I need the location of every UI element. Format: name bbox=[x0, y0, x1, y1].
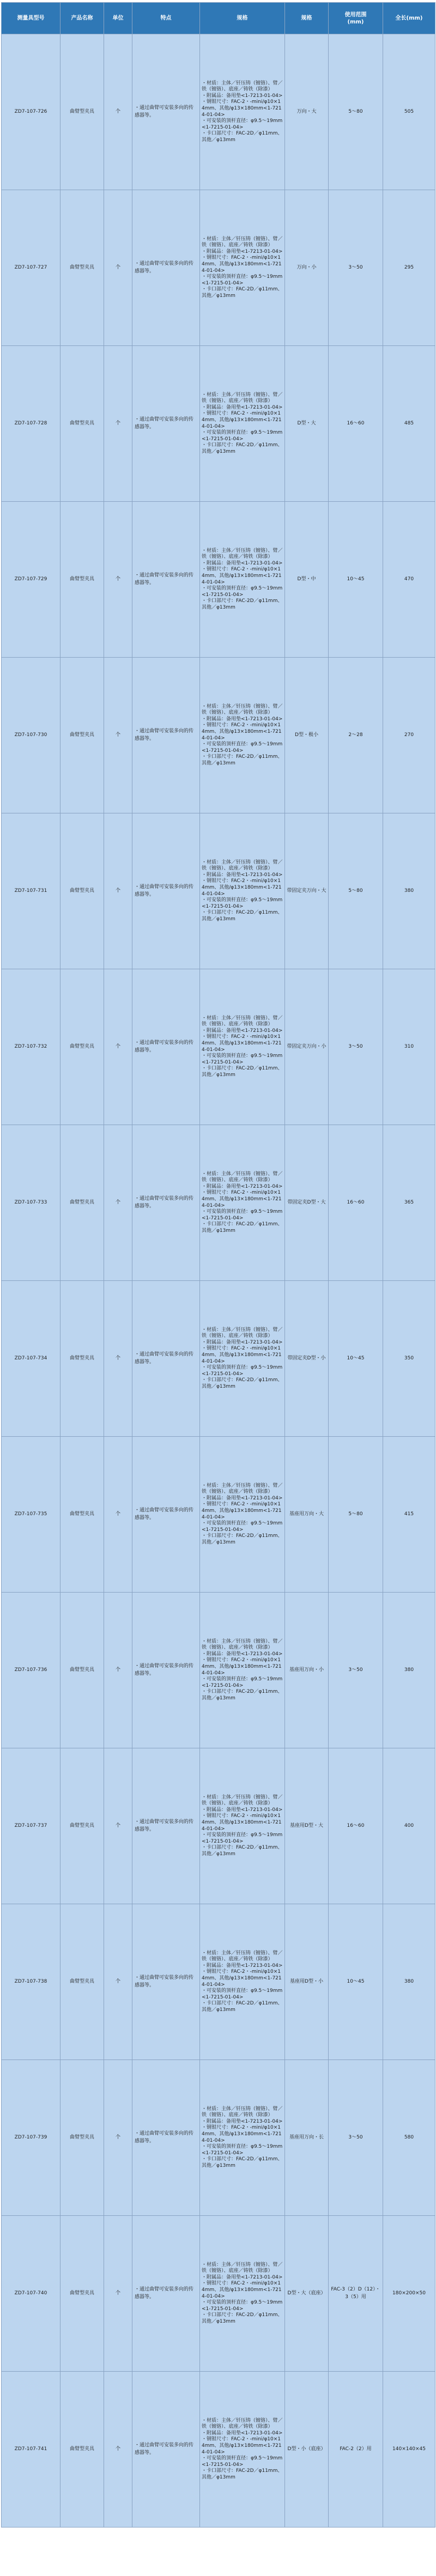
cell-range: 5～80 bbox=[329, 1437, 383, 1593]
cell-feature: ・通过曲臂可安装多向的传感器等。 bbox=[132, 969, 200, 1125]
cell-product-name: 曲臂型夹具 bbox=[60, 34, 104, 190]
cell-product-name: 曲臂型夹具 bbox=[60, 1281, 104, 1437]
cell-range: 16～60 bbox=[329, 1748, 383, 1904]
cell-range: 3～50 bbox=[329, 2060, 383, 2216]
cell-feature: ・通过曲臂可安装多向的传感器等。 bbox=[132, 1281, 200, 1437]
spec-line: ・材质：主体／钎压铸（镀铬）、臂／铁（镀铬）、底座／铸铁（除漆） bbox=[202, 548, 283, 560]
cell-length: 310 bbox=[383, 969, 435, 1125]
cell-model: ZD7-107-734 bbox=[2, 1281, 60, 1437]
cell-feature: ・通过曲臂可安装多向的传感器等。 bbox=[132, 813, 200, 969]
cell-spec bbox=[200, 346, 285, 502]
spec-line: ・钢钳尺寸：FAC-2・-mini/φ10×14mm、其他/φ13×180mm<1-7214-01-04> bbox=[202, 1346, 282, 1364]
cell-unit: 个 bbox=[104, 2372, 132, 2528]
cell-unit: 个 bbox=[104, 1748, 132, 1904]
spec-line: ・可安装的顶杆直径：φ9.5～19mm<1-7215-01-04> bbox=[202, 1521, 283, 1533]
cell-model: ZD7-107-727 bbox=[2, 190, 60, 346]
spec-line: ・卡口部尺寸：FAC-2D／φ11mm、其他／φ13mm bbox=[202, 1845, 283, 1857]
spec-line: ・钢钳尺寸：FAC-2・-mini/φ10×14mm、其他/φ13×180mm<1-7214-01-04> bbox=[202, 2281, 282, 2299]
spec-line: ・可安装的顶杆直径：φ9.5～19mm<1-7215-01-04> bbox=[202, 2144, 283, 2156]
cell-product-name: 曲臂型夹具 bbox=[60, 1437, 104, 1593]
spec-line: ・附属品：备用垫<1-7213-01-04> bbox=[202, 716, 283, 722]
cell-length: 505 bbox=[383, 34, 435, 190]
cell-range: 3～50 bbox=[329, 190, 383, 346]
spec-line: ・材质：主体／钎压铸（镀铬）、臂／铁（镀铬）、底座／铸铁（除漆） bbox=[202, 2262, 283, 2274]
table-row bbox=[2, 34, 435, 190]
spec-line: ・钢钳尺寸：FAC-2・-mini/φ10×14mm、其他/φ13×180mm<1-7214-01-04> bbox=[202, 1502, 282, 1520]
cell-model: ZD7-107-729 bbox=[2, 502, 60, 658]
cell-model: ZD7-107-737 bbox=[2, 1748, 60, 1904]
spec-line: ・附属品：备用垫<1-7213-01-04> bbox=[202, 2118, 283, 2124]
cell-feature: ・通过曲臂可安装多向的传感器等。 bbox=[132, 658, 200, 813]
spec-line: ・钢钳尺寸：FAC-2・-mini/φ10×14mm、其他/φ13×180mm<1-7214-01-04> bbox=[202, 722, 282, 741]
spec-line: ・卡口部尺寸：FAC-2D／φ11mm、其他／φ13mm bbox=[202, 2156, 283, 2168]
spec-line: ・材质：主体／钎压铸（镀铬）、臂／铁（镀铬）、底座／铸铁（除漆） bbox=[202, 1950, 283, 1963]
cell-feature: ・通过曲臂可安装多向的传感器等。 bbox=[132, 2372, 200, 2528]
cell-type: 基座用D型・小 bbox=[285, 1904, 329, 2060]
table-row bbox=[2, 1281, 435, 1437]
spec-line: ・钢钳尺寸：FAC-2・-mini/φ10×14mm、其他/φ13×180mm<1-7214-01-04> bbox=[202, 878, 282, 897]
cell-feature: ・通过曲臂可安装多向的传感器等。 bbox=[132, 2216, 200, 2372]
cell-range: 16～60 bbox=[329, 346, 383, 502]
cell-range: FAC-2（2）用 bbox=[329, 2372, 383, 2528]
spec-line: ・材质：主体／钎压铸（镀铬）、臂／铁（镀铬）、底座／铸铁（除漆） bbox=[202, 80, 283, 93]
cell-feature: ・通过曲臂可安装多向的传感器等。 bbox=[132, 1437, 200, 1593]
cell-length: 470 bbox=[383, 502, 435, 658]
cell-unit: 个 bbox=[104, 2060, 132, 2216]
cell-product-name: 曲臂型夹具 bbox=[60, 1748, 104, 1904]
cell-type: 带固定夹D型・大 bbox=[285, 1125, 329, 1281]
spec-line: ・材质：主体／钎压铸（镀铬）、臂／铁（镀铬）、底座／铸铁（除漆） bbox=[202, 703, 283, 716]
cell-type: D型・中 bbox=[285, 502, 329, 658]
cell-length: 380 bbox=[383, 813, 435, 969]
spec-line: ・材质：主体／钎压铸（镀铬）、臂／铁（镀铬）、底座／铸铁（除漆） bbox=[202, 1483, 283, 1495]
cell-spec bbox=[200, 658, 285, 813]
cell-unit: 个 bbox=[104, 1904, 132, 2060]
cell-feature: ・通过曲臂可安装多向的传感器等。 bbox=[132, 2060, 200, 2216]
cell-model: ZD7-107-738 bbox=[2, 1904, 60, 2060]
cell-type: 基座用万向・小 bbox=[285, 1593, 329, 1748]
cell-range: 10～45 bbox=[329, 1904, 383, 2060]
cell-length: 485 bbox=[383, 346, 435, 502]
spec-line: ・卡口部尺寸：FAC-2D／φ11mm、其他／φ13mm bbox=[202, 598, 283, 610]
spec-line: ・附属品：备用垫<1-7213-01-04> bbox=[202, 248, 283, 254]
cell-length: 140×140×45 bbox=[383, 2372, 435, 2528]
cell-product-name: 曲臂型夹具 bbox=[60, 1904, 104, 2060]
cell-product-name: 曲臂型夹具 bbox=[60, 190, 104, 346]
cell-product-name: 曲臂型夹具 bbox=[60, 502, 104, 658]
spec-line: ・卡口部尺寸：FAC-2D／φ11mm、其他／φ13mm bbox=[202, 442, 283, 454]
cell-spec bbox=[200, 2216, 285, 2372]
cell-feature: ・通过曲臂可安装多向的传感器等。 bbox=[132, 1593, 200, 1748]
spec-line: ・钢钳尺寸：FAC-2・-mini/φ10×14mm、其他/φ13×180mm<1-7214-01-04> bbox=[202, 255, 282, 274]
cell-length: 380 bbox=[383, 1593, 435, 1748]
spec-line: ・卡口部尺寸：FAC-2D／φ11mm、其他／φ13mm bbox=[202, 131, 283, 143]
cell-range: 3～50 bbox=[329, 1593, 383, 1748]
cell-spec bbox=[200, 34, 285, 190]
spec-line: ・钢钳尺寸：FAC-2・-mini/φ10×14mm、其他/φ13×180mm<1-7214-01-04> bbox=[202, 1034, 282, 1053]
spec-line: ・附属品：备用垫<1-7213-01-04> bbox=[202, 93, 283, 99]
cell-product-name: 曲臂型夹具 bbox=[60, 346, 104, 502]
spec-line: ・附属品：备用垫<1-7213-01-04> bbox=[202, 1028, 283, 1034]
cell-model: ZD7-107-731 bbox=[2, 813, 60, 969]
spec-line: ・附属品：备用垫<1-7213-01-04> bbox=[202, 872, 283, 878]
cell-spec bbox=[200, 1437, 285, 1593]
spec-line: ・卡口部尺寸：FAC-2D／φ11mm、其他／φ13mm bbox=[202, 1066, 283, 1078]
table-row bbox=[2, 1437, 435, 1593]
cell-type: 万向・小 bbox=[285, 190, 329, 346]
spec-line: ・可安装的顶杆直径：φ9.5～19mm<1-7215-01-04> bbox=[202, 897, 283, 909]
spec-line: ・钢钳尺寸：FAC-2・-mini/φ10×14mm、其他/φ13×180mm<1-7214-01-04> bbox=[202, 1190, 282, 1208]
table-row bbox=[2, 502, 435, 658]
spec-line: ・可安装的顶杆直径：φ9.5～19mm<1-7215-01-04> bbox=[202, 430, 283, 442]
cell-spec bbox=[200, 813, 285, 969]
cell-unit: 个 bbox=[104, 502, 132, 658]
cell-spec bbox=[200, 502, 285, 658]
spec-line: ・材质：主体／钎压铸（镀铬）、臂／铁（镀铬）、底座／铸铁（除漆） bbox=[202, 1171, 283, 1183]
spec-line: ・附属品：备用垫<1-7213-01-04> bbox=[202, 404, 283, 410]
spec-line: ・可安装的顶杆直径：φ9.5～19mm<1-7215-01-04> bbox=[202, 118, 283, 130]
cell-unit: 个 bbox=[104, 1593, 132, 1748]
table-row bbox=[2, 2060, 435, 2216]
spec-line: ・卡口部尺寸：FAC-2D／φ11mm、其他／φ13mm bbox=[202, 1689, 283, 1701]
spec-line: ・钢钳尺寸：FAC-2・-mini/φ10×14mm、其他/φ13×180mm<1-7214-01-04> bbox=[202, 567, 282, 585]
cell-range: 5～80 bbox=[329, 813, 383, 969]
header-spec: 规格 bbox=[200, 3, 285, 34]
cell-model: ZD7-107-741 bbox=[2, 2372, 60, 2528]
cell-product-name: 曲臂型夹具 bbox=[60, 1593, 104, 1748]
spec-line: ・可安装的顶杆直径：φ9.5～19mm<1-7215-01-04> bbox=[202, 1209, 283, 1221]
table-row bbox=[2, 813, 435, 969]
spec-line: ・卡口部尺寸：FAC-2D／φ11mm、其他／φ13mm bbox=[202, 1222, 283, 1234]
spec-line: ・钢钳尺寸：FAC-2・-mini/φ10×14mm、其他/φ13×180mm<1-7214-01-04> bbox=[202, 99, 282, 118]
cell-product-name: 曲臂型夹具 bbox=[60, 813, 104, 969]
cell-spec bbox=[200, 1593, 285, 1748]
cell-product-name: 曲臂型夹具 bbox=[60, 1125, 104, 1281]
header-model: 测量具型号 bbox=[2, 3, 60, 34]
cell-unit: 个 bbox=[104, 658, 132, 813]
spec-line: ・可安装的顶杆直径：φ9.5～19mm<1-7215-01-04> bbox=[202, 2456, 283, 2468]
spec-line: ・可安装的顶杆直径：φ9.5～19mm<1-7215-01-04> bbox=[202, 1053, 283, 1065]
table-row bbox=[2, 1593, 435, 1748]
spec-line: ・钢钳尺寸：FAC-2・-mini/φ10×14mm、其他/φ13×180mm<1-7214-01-04> bbox=[202, 2437, 282, 2455]
cell-feature: ・通过曲臂可安装多向的传感器等。 bbox=[132, 1748, 200, 1904]
table-row bbox=[2, 346, 435, 502]
cell-unit: 个 bbox=[104, 1125, 132, 1281]
cell-range: 3～50 bbox=[329, 969, 383, 1125]
spec-line: ・卡口部尺寸：FAC-2D／φ11mm、其他／φ13mm bbox=[202, 1533, 283, 1545]
cell-model: ZD7-107-740 bbox=[2, 2216, 60, 2372]
cell-range: 2～28 bbox=[329, 658, 383, 813]
spec-line: ・材质：主体／钎压铸（镀铬）、臂／铁（镀铬）、底座／铸铁（除漆） bbox=[202, 1015, 283, 1028]
cell-range: 10～45 bbox=[329, 502, 383, 658]
spec-line: ・可安装的顶杆直径：φ9.5～19mm<1-7215-01-04> bbox=[202, 742, 283, 754]
cell-range: FAC-3（2）D（12）・3（5）用 bbox=[329, 2216, 383, 2372]
table-row bbox=[2, 2216, 435, 2372]
spec-line: ・附属品：备用垫<1-7213-01-04> bbox=[202, 2274, 283, 2280]
cell-model: ZD7-107-733 bbox=[2, 1125, 60, 1281]
spec-line: ・钢钳尺寸：FAC-2・-mini/φ10×14mm、其他/φ13×180mm<1-7214-01-04> bbox=[202, 1813, 282, 1832]
table-body bbox=[2, 34, 435, 2528]
spec-line: ・附属品：备用垫<1-7213-01-04> bbox=[202, 2430, 283, 2436]
spec-line: ・可安装的顶杆直径：φ9.5～19mm<1-7215-01-04> bbox=[202, 274, 283, 286]
cell-model: ZD7-107-736 bbox=[2, 1593, 60, 1748]
cell-spec bbox=[200, 1748, 285, 1904]
table-row bbox=[2, 2372, 435, 2528]
header-type: 规格 bbox=[285, 3, 329, 34]
table-row bbox=[2, 1904, 435, 2060]
cell-product-name: 曲臂型夹具 bbox=[60, 2372, 104, 2528]
header-unit: 单位 bbox=[104, 3, 132, 34]
spec-line: ・可安装的顶杆直径：φ9.5～19mm<1-7215-01-04> bbox=[202, 1676, 283, 1688]
cell-length: 380 bbox=[383, 1904, 435, 2060]
spec-line: ・附属品：备用垫<1-7213-01-04> bbox=[202, 1183, 283, 1189]
cell-range: 5～80 bbox=[329, 34, 383, 190]
spec-line: ・附属品：备用垫<1-7213-01-04> bbox=[202, 1339, 283, 1345]
cell-type: 基座用D型・大 bbox=[285, 1748, 329, 1904]
spec-line: ・材质：主体／钎压铸（镀铬）、臂／铁（镀铬）、底座／铸铁（除漆） bbox=[202, 859, 283, 872]
cell-type: 带固定夹万向・大 bbox=[285, 813, 329, 969]
cell-model: ZD7-107-726 bbox=[2, 34, 60, 190]
spec-line: ・附属品：备用垫<1-7213-01-04> bbox=[202, 1651, 283, 1657]
spec-line: ・材质：主体／钎压铸（镀铬）、臂／铁（镀铬）、底座／铸铁（除漆） bbox=[202, 2106, 283, 2118]
cell-feature: ・通过曲臂可安装多向的传感器等。 bbox=[132, 346, 200, 502]
cell-type: 基座用万向・大 bbox=[285, 1437, 329, 1593]
cell-feature: ・通过曲臂可安装多向的传感器等。 bbox=[132, 1125, 200, 1281]
cell-feature: ・通过曲臂可安装多向的传感器等。 bbox=[132, 1904, 200, 2060]
cell-product-name: 曲臂型夹具 bbox=[60, 2216, 104, 2372]
cell-length: 580 bbox=[383, 2060, 435, 2216]
cell-length: 180×200×50 bbox=[383, 2216, 435, 2372]
header-product-name: 产品名称 bbox=[60, 3, 104, 34]
spec-line: ・材质：主体／钎压铸（镀铬）、臂／铁（镀铬）、底座／铸铁（除漆） bbox=[202, 236, 283, 248]
cell-length: 270 bbox=[383, 658, 435, 813]
cell-feature: ・通过曲臂可安装多向的传感器等。 bbox=[132, 502, 200, 658]
cell-model: ZD7-107-739 bbox=[2, 2060, 60, 2216]
spec-line: ・卡口部尺寸：FAC-2D／φ11mm、其他／φ13mm bbox=[202, 910, 283, 922]
spec-line: ・附属品：备用垫<1-7213-01-04> bbox=[202, 1963, 283, 1969]
spec-line: ・材质：主体／钎压铸（镀铬）、臂／铁（镀铬）、底座／铸铁（除漆） bbox=[202, 1638, 283, 1651]
cell-unit: 个 bbox=[104, 813, 132, 969]
cell-type: D型・极小 bbox=[285, 658, 329, 813]
table-row bbox=[2, 1748, 435, 1904]
spec-line: ・钢钳尺寸：FAC-2・-mini/φ10×14mm、其他/φ13×180mm<1-7214-01-04> bbox=[202, 2125, 282, 2143]
spec-line: ・材质：主体／钎压铸（镀铬）、臂／铁（镀铬）、底座／铸铁（除漆） bbox=[202, 1794, 283, 1807]
cell-unit: 个 bbox=[104, 34, 132, 190]
cell-spec bbox=[200, 190, 285, 346]
cell-product-name: 曲臂型夹具 bbox=[60, 969, 104, 1125]
spec-line: ・可安装的顶杆直径：φ9.5～19mm<1-7215-01-04> bbox=[202, 1988, 283, 2000]
cell-unit: 个 bbox=[104, 1281, 132, 1437]
cell-unit: 个 bbox=[104, 190, 132, 346]
header-feature: 特点 bbox=[132, 3, 200, 34]
spec-line: ・卡口部尺寸：FAC-2D／φ11mm、其他／φ13mm bbox=[202, 2001, 283, 2013]
table-row bbox=[2, 969, 435, 1125]
cell-range: 10～45 bbox=[329, 1281, 383, 1437]
cell-type: D型・大 bbox=[285, 346, 329, 502]
cell-spec bbox=[200, 2060, 285, 2216]
cell-product-name: 曲臂型夹具 bbox=[60, 658, 104, 813]
table-row bbox=[2, 1125, 435, 1281]
spec-line: ・卡口部尺寸：FAC-2D／φ11mm、其他／φ13mm bbox=[202, 754, 283, 766]
cell-length: 365 bbox=[383, 1125, 435, 1281]
spec-line: ・钢钳尺寸：FAC-2・-mini/φ10×14mm、其他/φ13×180mm<1-7214-01-04> bbox=[202, 1969, 282, 1988]
table-header bbox=[2, 3, 435, 34]
cell-type: 带固定夹D型・小 bbox=[285, 1281, 329, 1437]
cell-unit: 个 bbox=[104, 1437, 132, 1593]
cell-length: 295 bbox=[383, 190, 435, 346]
cell-type: D型・小（底座） bbox=[285, 2372, 329, 2528]
cell-type: D型・大（底座） bbox=[285, 2216, 329, 2372]
cell-spec bbox=[200, 1281, 285, 1437]
spec-line: ・卡口部尺寸：FAC-2D／φ11mm、其他／φ13mm bbox=[202, 2468, 283, 2480]
header-length: 全长(mm) bbox=[383, 3, 435, 34]
cell-type: 带固定夹万向・小 bbox=[285, 969, 329, 1125]
cell-model: ZD7-107-728 bbox=[2, 346, 60, 502]
spec-line: ・钢钳尺寸：FAC-2・-mini/φ10×14mm、其他/φ13×180mm<1-7214-01-04> bbox=[202, 1657, 282, 1676]
spec-line: ・材质：主体／钎压铸（镀铬）、臂／铁（镀铬）、底座／铸铁（除漆） bbox=[202, 1327, 283, 1339]
cell-length: 400 bbox=[383, 1748, 435, 1904]
spec-line: ・卡口部尺寸：FAC-2D／φ11mm、其他／φ13mm bbox=[202, 1377, 283, 1389]
cell-spec bbox=[200, 1125, 285, 1281]
cell-unit: 个 bbox=[104, 2216, 132, 2372]
spec-line: ・附属品：备用垫<1-7213-01-04> bbox=[202, 1495, 283, 1501]
table-row bbox=[2, 190, 435, 346]
cell-product-name: 曲臂型夹具 bbox=[60, 2060, 104, 2216]
cell-range: 16～60 bbox=[329, 1125, 383, 1281]
header-range: 使用范围 (mm) bbox=[329, 3, 383, 34]
spec-line: ・钢钳尺寸：FAC-2・-mini/φ10×14mm、其他/φ13×180mm<1-7214-01-04> bbox=[202, 411, 282, 429]
cell-spec bbox=[200, 969, 285, 1125]
cell-spec bbox=[200, 1904, 285, 2060]
cell-model: ZD7-107-735 bbox=[2, 1437, 60, 1593]
spec-line: ・材质：主体／钎压铸（镀铬）、臂／铁（镀铬）、底座／铸铁（除漆） bbox=[202, 2417, 283, 2430]
cell-model: ZD7-107-730 bbox=[2, 658, 60, 813]
cell-feature: ・通过曲臂可安装多向的传感器等。 bbox=[132, 34, 200, 190]
cell-spec bbox=[200, 2372, 285, 2528]
spec-line: ・卡口部尺寸：FAC-2D／φ11mm、其他／φ13mm bbox=[202, 287, 283, 299]
cell-length: 415 bbox=[383, 1437, 435, 1593]
spec-line: ・卡口部尺寸：FAC-2D／φ11mm、其他／φ13mm bbox=[202, 2312, 283, 2324]
cell-unit: 个 bbox=[104, 969, 132, 1125]
cell-model: ZD7-107-732 bbox=[2, 969, 60, 1125]
cell-unit: 个 bbox=[104, 346, 132, 502]
spec-line: ・附属品：备用垫<1-7213-01-04> bbox=[202, 560, 283, 566]
cell-feature: ・通过曲臂可安装多向的传感器等。 bbox=[132, 190, 200, 346]
spec-line: ・附属品：备用垫<1-7213-01-04> bbox=[202, 1807, 283, 1813]
spec-line: ・材质：主体／钎压铸（镀铬）、臂／铁（镀铬）、底座／铸铁（除漆） bbox=[202, 392, 283, 404]
cell-type: 基座用万向・长 bbox=[285, 2060, 329, 2216]
cell-type: 万向・大 bbox=[285, 34, 329, 190]
spec-line: ・可安装的顶杆直径：φ9.5～19mm<1-7215-01-04> bbox=[202, 1832, 283, 1844]
product-spec-table bbox=[1, 2, 435, 2528]
spec-line: ・可安装的顶杆直径：φ9.5～19mm<1-7215-01-04> bbox=[202, 1365, 283, 1377]
header-row bbox=[2, 3, 435, 34]
spec-line: ・可安装的顶杆直径：φ9.5～19mm<1-7215-01-04> bbox=[202, 2300, 283, 2312]
table-row bbox=[2, 658, 435, 813]
cell-length: 350 bbox=[383, 1281, 435, 1437]
spec-line: ・可安装的顶杆直径：φ9.5～19mm<1-7215-01-04> bbox=[202, 586, 283, 598]
